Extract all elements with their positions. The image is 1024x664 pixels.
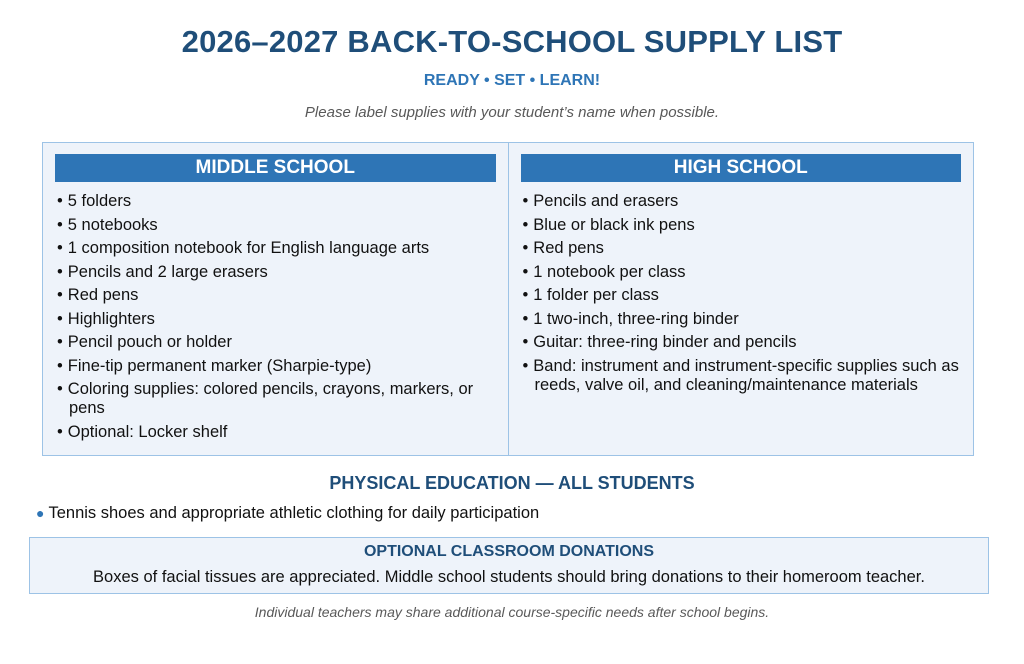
- list-item: • 1 notebook per class: [521, 263, 962, 282]
- bullet-icon: ●: [36, 505, 45, 521]
- list-item: • 1 folder per class: [521, 286, 962, 305]
- physical-education-text: Tennis shoes and appropriate athletic clothing for daily participation: [48, 504, 540, 522]
- page-title: 2026–2027 BACK-TO-SCHOOL SUPPLY LIST: [181, 24, 843, 59]
- high-school-list: [521, 192, 962, 395]
- list-item: • Highlighters: [55, 310, 496, 329]
- middle-school-list: [55, 192, 496, 442]
- list-item: • Blue or black ink pens: [521, 216, 962, 235]
- middle-school-column: [43, 143, 508, 455]
- list-item: • 1 two-inch, three-ring binder: [521, 310, 962, 329]
- middle-school-heading: MIDDLE SCHOOL: [55, 154, 496, 182]
- list-item: • Pencils and 2 large erasers: [55, 263, 496, 282]
- footer-note: Individual teachers may share additional course-specific needs after school begins.: [254, 604, 770, 620]
- list-item: • Band: instrument and instrument-specific supplies such as reeds, valve oil, and cleaning/maintenance materials: [521, 357, 962, 395]
- list-item: • Coloring supplies: colored pencils, crayons, markers, or pens: [55, 380, 496, 418]
- list-item: • Red pens: [55, 286, 496, 305]
- supply-columns: [42, 142, 974, 456]
- list-item: • Pencils and erasers: [521, 192, 962, 211]
- list-item: • Optional: Locker shelf: [55, 423, 496, 442]
- high-school-column: [508, 143, 974, 455]
- list-item: • 5 folders: [55, 192, 496, 211]
- list-item: • Red pens: [521, 239, 962, 258]
- list-item: • Fine-tip permanent marker (Sharpie-type): [55, 357, 496, 376]
- physical-education-heading: PHYSICAL EDUCATION — ALL STUDENTS: [329, 473, 695, 493]
- list-item: • 5 notebooks: [55, 216, 496, 235]
- donations-box: [29, 537, 989, 594]
- subtitle: READY • SET • LEARN!: [423, 72, 601, 89]
- physical-education-item: [36, 504, 539, 523]
- label-note: Please label supplies with your student’s name when possible.: [304, 104, 720, 121]
- donations-text: Boxes of facial tissues are appreciated. Middle school students should bring donations to their homeroom teacher.: [93, 568, 925, 586]
- list-item: • Pencil pouch or holder: [55, 333, 496, 352]
- list-item: • 1 composition notebook for English language arts: [55, 239, 496, 258]
- list-item: • Guitar: three-ring binder and pencils: [521, 333, 962, 352]
- donations-heading: OPTIONAL CLASSROOM DONATIONS: [363, 543, 655, 560]
- high-school-heading: HIGH SCHOOL: [521, 154, 962, 182]
